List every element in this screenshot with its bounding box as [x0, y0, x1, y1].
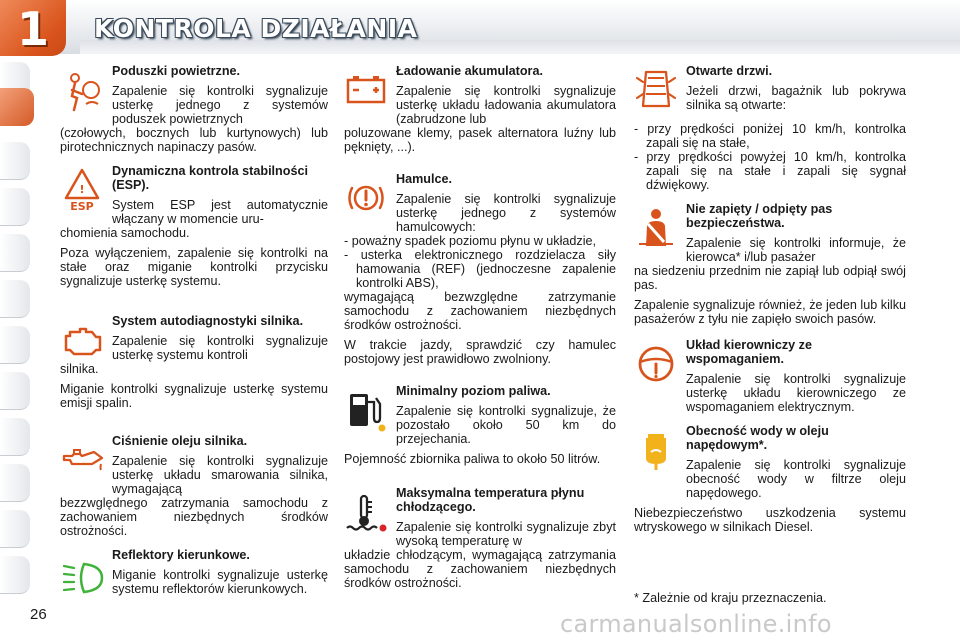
entry-engine [60, 314, 328, 410]
brake-icon [344, 176, 388, 220]
headlight-icon [60, 556, 104, 600]
seatbelt-icon [634, 206, 678, 250]
entry-airbag [60, 64, 328, 154]
side-tab [0, 372, 30, 410]
side-tab-active [0, 88, 34, 126]
side-tab [0, 326, 30, 364]
battery-icon [344, 68, 388, 112]
entry-text: Zapalenie się kontrolki sygnalizuje obecność wody w filtrze oleju napędowego. [686, 458, 906, 500]
entry-esp [60, 164, 328, 288]
entry-title: Dynamiczna kontrola stabilności (ESP). [112, 164, 308, 192]
entry-text: Zapalenie sygnalizuje również, że jeden lub kilku pasażerów z tyłu nie zapięło swoich pasów. [634, 298, 906, 326]
engine-icon [60, 320, 104, 364]
coolant-temperature-icon [344, 492, 388, 536]
entry-text: silnika. [60, 362, 99, 376]
entry-text: W trakcie jazdy, sprawdzić czy hamulec postojowy jest prawidłowo zwolniony. [344, 338, 616, 366]
entry-text: Zapalenie się kontrolki sygnalizuje usterkę układu smarowania silnika, wymagającą [112, 454, 328, 496]
entry-text: Niebezpieczeństwo uszkodzenia systemu wtryskowego w silnikach Diesel. [634, 506, 906, 534]
water-in-diesel-icon [634, 428, 678, 472]
entry-lights [60, 548, 328, 596]
entry-oil [60, 434, 328, 538]
entry-text: Pojemność zbiornika paliwa to około 50 litrów. [344, 452, 601, 466]
page-number: 26 [30, 606, 47, 623]
page-header [0, 0, 960, 62]
open-doors-icon [634, 66, 678, 110]
side-tab [0, 234, 30, 272]
entry-steering [634, 338, 906, 414]
side-tab [0, 188, 30, 226]
entry-text: na siedzeniu przednim nie zapiął lub odpiął swój pas. [634, 264, 906, 292]
side-tab [0, 280, 30, 318]
entry-text: Zapalenie się kontrolki sygnalizuje zbyt wysoką temperaturę w [396, 520, 616, 548]
steering-wheel-icon [634, 342, 678, 386]
entry-title: Nie zapięty / odpięty pas bezpieczeństwa. [686, 202, 833, 230]
fuel-pump-icon [344, 388, 388, 432]
entry-text: układzie chłodzącym, wymagającą zatrzymania samochodu z zachowaniem niezbędnych środków ostrożności. [344, 548, 616, 590]
entry-seatbelt [634, 202, 906, 326]
entry-text: Zapalenie się kontrolki sygnalizuje usterkę układu ładowania akumulatora (zabrudzone lub [396, 84, 616, 126]
entry-title: Minimalny poziom paliwa. [396, 384, 551, 398]
chapter-title: KONTROLA DZIAŁANIA [94, 14, 418, 43]
entry-title: Ciśnienie oleju silnika. [112, 434, 248, 448]
list-item: - usterka elektronicznego rozdzielacza siły hamowania (REF) (jednoczesne zapalenie kontrolki ABS), [344, 248, 616, 290]
entry-fuel [344, 384, 616, 466]
side-tab [0, 142, 30, 180]
entry-title: Maksymalna temperatura płynu chłodzącego. [396, 486, 585, 514]
entry-text: Zapalenie się kontrolki informuje, że kierowca* i/lub pasażer [686, 236, 906, 264]
airbag-icon [60, 70, 104, 114]
entry-title: Ładowanie akumulatora. [396, 64, 543, 78]
entry-text: Zapalenie się kontrolki sygnalizuje usterkę jednego z systemów poduszek powietrznych [112, 84, 328, 126]
entry-text: (czołowych, bocznych lub kurtynowych) lub pirotechnicznych napinaczy pasów. [60, 126, 328, 154]
column-middle [344, 60, 616, 590]
entry-text: poluzowane klemy, pasek alternatora luźny lub pęknięty, ...). [344, 126, 616, 154]
entry-title: Reflektory kierunkowe. [112, 548, 250, 562]
entry-doors [634, 64, 906, 192]
footnote: * Zależnie od kraju przeznaczenia. [634, 591, 827, 605]
side-tab [0, 464, 30, 502]
entry-title: System autodiagnostyki silnika. [112, 314, 304, 328]
entry-text: Zapalenie się kontrolki sygnalizuje usterkę układu kierowniczego ze wspomaganiem elektrycznym. [686, 372, 906, 414]
entry-temperature [344, 486, 616, 590]
watermark: carmanualsonline.info [560, 610, 832, 638]
entry-title: Otwarte drzwi. [686, 64, 773, 78]
entry-brakes [344, 172, 616, 366]
entry-text: wymagającą bezwzględne zatrzymanie samochodu z zachowaniem niezbędnych środków ostrożności. [344, 290, 616, 332]
entry-title: Poduszki powietrzne. [112, 64, 241, 78]
side-tab [0, 418, 30, 456]
chapter-number: 1 [16, 2, 49, 56]
esp-icon-label: ESP [70, 200, 94, 212]
entry-text: Zapalenie się kontrolki sygnalizuje usterkę jednego z systemów hamulcowych: [396, 192, 616, 234]
oil-can-icon [60, 438, 104, 482]
svg-text:!: ! [79, 183, 85, 196]
side-tab [0, 510, 30, 548]
column-right [634, 60, 906, 534]
entry-text: System ESP jest automatycznie włączany w momencie uru- [112, 198, 328, 226]
entry-water [634, 424, 906, 534]
side-tabs [0, 62, 34, 602]
esp-icon [60, 168, 104, 212]
entry-battery [344, 64, 616, 154]
entry-text: Miganie kontrolki sygnalizuje usterkę systemu reflektorów kierunkowych. [112, 568, 328, 596]
entry-text: chomienia samochodu. [60, 226, 190, 240]
entry-title: Obecność wody w oleju napędowym*. [686, 424, 829, 452]
entry-text: Zapalenie się kontrolki sygnalizuje usterkę systemu kontroli [112, 334, 328, 362]
entry-text: Jeżeli drzwi, bagażnik lub pokrywa silnika są otwarte: [686, 84, 906, 112]
list-item: - poważny spadek poziomu płynu w układzie, [344, 234, 597, 248]
entry-text: Miganie kontrolki sygnalizuje usterkę systemu emisji spalin. [60, 382, 328, 410]
list-item: - przy prędkości poniżej 10 km/h, kontrolka zapali się na stałe, [634, 122, 906, 150]
entry-text: Poza wyłączeniem, zapalenie się kontrolki na stałe oraz miganie kontrolki przycisku sygnalizuje usterkę systemu. [60, 246, 328, 288]
side-tab [0, 556, 30, 594]
entry-text: Zapalenie się kontrolki sygnalizuje, że pozostało około 50 km do przejechania. [396, 404, 616, 446]
entry-text: bezzwględnego zatrzymania samochodu z zachowaniem niezbędnych środków ostrożności. [60, 496, 328, 538]
list-item: - przy prędkości powyżej 10 km/h, kontrolka zapali się na stałe i zapali się sygnał dźwiękowy. [634, 150, 906, 192]
entry-title: Hamulce. [396, 172, 452, 186]
chapter-tab [0, 0, 66, 56]
column-left [60, 60, 328, 596]
entry-title: Układ kierowniczy ze wspomaganiem. [686, 338, 812, 366]
